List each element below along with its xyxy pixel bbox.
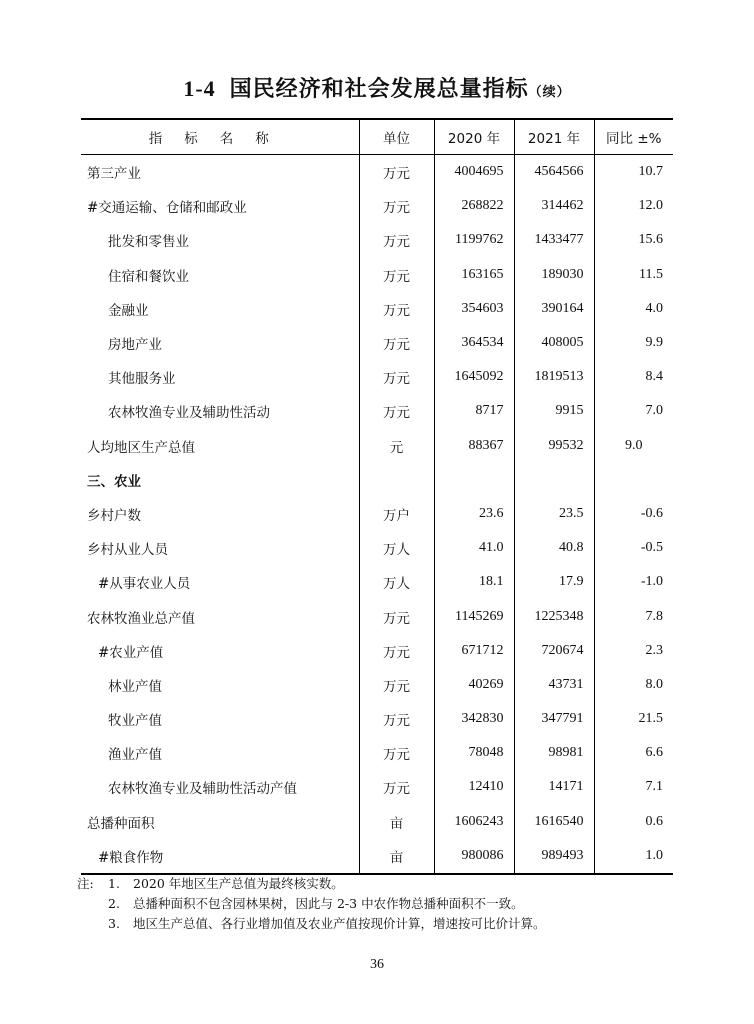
row-unit: 万元 — [359, 770, 434, 804]
row-unit: 万元 — [359, 223, 434, 257]
table-row — [81, 565, 673, 599]
row-2021: 99532 — [514, 429, 594, 463]
row-unit: 万人 — [359, 531, 434, 565]
row-unit: 万元 — [359, 599, 434, 633]
row-unit: 万元 — [359, 360, 434, 394]
row-2021: 40.8 — [514, 531, 594, 565]
row-unit — [359, 463, 434, 497]
row-2020: 40269 — [434, 668, 514, 702]
row-change: 4.0 — [594, 292, 673, 326]
table-row — [81, 668, 673, 702]
row-change: 6.6 — [594, 736, 673, 770]
row-change: 12.0 — [594, 189, 673, 223]
table-row — [81, 155, 673, 190]
table-row — [81, 360, 673, 394]
row-change: -1.0 — [594, 565, 673, 599]
row-2020: 354603 — [434, 292, 514, 326]
row-name: 农林牧渔业总产值 — [87, 610, 195, 627]
row-change: 9.9 — [594, 326, 673, 360]
row-2020: 1606243 — [434, 805, 514, 839]
table-row — [81, 736, 673, 770]
table-row — [81, 394, 673, 428]
indicator-table — [81, 118, 673, 875]
row-name: 农林牧渔专业及辅助性活动 — [108, 405, 270, 422]
row-2021: 1819513 — [514, 360, 594, 394]
header-change: 同比 ±% — [594, 119, 673, 155]
row-2020: 4004695 — [434, 155, 514, 190]
row-2020 — [434, 463, 514, 497]
section-row — [81, 463, 673, 497]
row-2021: 4564566 — [514, 155, 594, 190]
row-2021 — [514, 463, 594, 497]
row-change: 0.6 — [594, 805, 673, 839]
row-2021: 9915 — [514, 394, 594, 428]
row-name: 批发和零售业 — [108, 234, 189, 251]
row-2020: 268822 — [434, 189, 514, 223]
row-2020: 8717 — [434, 394, 514, 428]
row-name: 人均地区生产总值 — [87, 439, 195, 456]
row-unit: 万元 — [359, 326, 434, 360]
row-2021: 17.9 — [514, 565, 594, 599]
row-2021: 989493 — [514, 839, 594, 874]
table-row — [81, 223, 673, 257]
row-name: #农业产值 — [98, 644, 164, 661]
row-change: 10.7 — [594, 155, 673, 190]
row-name: 房地产业 — [108, 337, 162, 354]
row-2020: 78048 — [434, 736, 514, 770]
row-unit: 万户 — [359, 497, 434, 531]
row-name: 金融业 — [108, 302, 149, 319]
table-row — [81, 292, 673, 326]
row-2021: 1225348 — [514, 599, 594, 633]
row-2021: 720674 — [514, 634, 594, 668]
table-row — [81, 770, 673, 804]
note-text: 总播种面积不包含园林果树，因此与 2-3 中农作物总播种面积不一致。 — [133, 896, 524, 911]
row-unit: 万元 — [359, 292, 434, 326]
table-row — [81, 839, 673, 874]
section-title: 三、农业 — [87, 473, 141, 490]
row-2020: 364534 — [434, 326, 514, 360]
header-2020: 2020 年 — [434, 119, 514, 155]
notes-label: 注: — [77, 876, 94, 891]
row-unit: 万元 — [359, 155, 434, 190]
row-change: -0.5 — [594, 531, 673, 565]
table-row — [81, 531, 673, 565]
row-2021: 1616540 — [514, 805, 594, 839]
row-change: 9.0 — [594, 429, 673, 463]
row-unit: 万人 — [359, 565, 434, 599]
row-2021: 23.5 — [514, 497, 594, 531]
row-2021: 14171 — [514, 770, 594, 804]
row-change: 11.5 — [594, 258, 673, 292]
row-change: 7.8 — [594, 599, 673, 633]
row-change: 8.4 — [594, 360, 673, 394]
row-name: 林业产值 — [108, 678, 162, 695]
row-name: #交通运输、仓储和邮政业 — [87, 200, 247, 217]
row-name: 总播种面积 — [87, 815, 155, 832]
row-2020: 671712 — [434, 634, 514, 668]
row-2020: 18.1 — [434, 565, 514, 599]
row-2020: 88367 — [434, 429, 514, 463]
row-unit: 亩 — [359, 805, 434, 839]
row-2021: 408005 — [514, 326, 594, 360]
table-row — [81, 702, 673, 736]
row-name: #粮食作物 — [81, 839, 359, 874]
row-2020: 1199762 — [434, 223, 514, 257]
row-unit: 万元 — [359, 189, 434, 223]
row-2021: 189030 — [514, 258, 594, 292]
table-row — [81, 429, 673, 463]
row-2020: 41.0 — [434, 531, 514, 565]
row-name: #从事农业人员 — [98, 576, 191, 593]
table-number: 1-4 — [183, 76, 216, 101]
table-row — [81, 599, 673, 633]
page-number: 36 — [370, 957, 384, 972]
note-number: 2. — [108, 896, 120, 911]
row-name: 农林牧渔专业及辅助性活动产值 — [108, 781, 297, 798]
row-2020: 12410 — [434, 770, 514, 804]
row-change: 7.0 — [594, 394, 673, 428]
row-change — [594, 463, 673, 497]
row-change: 1.0 — [594, 839, 673, 874]
row-name: 牧业产值 — [108, 713, 162, 730]
row-name: 其他服务业 — [108, 371, 176, 388]
table-row — [81, 258, 673, 292]
row-unit: 万元 — [359, 258, 434, 292]
row-change: 15.6 — [594, 223, 673, 257]
row-name: 第三产业 — [87, 166, 141, 183]
row-2021: 347791 — [514, 702, 594, 736]
header-2021: 2021 年 — [514, 119, 594, 155]
table-header-row — [81, 119, 673, 155]
row-2021: 43731 — [514, 668, 594, 702]
row-name: 渔业产值 — [108, 747, 162, 764]
table-row — [81, 497, 673, 531]
row-unit: 万元 — [359, 736, 434, 770]
row-2020: 1145269 — [434, 599, 514, 633]
row-2020: 23.6 — [434, 497, 514, 531]
note-text: 地区生产总值、各行业增加值及农业产值按现价计算，增速按可比价计算。 — [133, 916, 546, 931]
note-item — [77, 874, 546, 894]
row-name: 乡村户数 — [87, 507, 141, 524]
row-change: -0.6 — [594, 497, 673, 531]
table-row — [81, 326, 673, 360]
note-text: 2020 年地区生产总值为最终核实数。 — [133, 876, 344, 891]
table-row — [81, 634, 673, 668]
row-name: 住宿和餐饮业 — [108, 268, 189, 285]
row-2021: 98981 — [514, 736, 594, 770]
row-2020: 1645092 — [434, 360, 514, 394]
table-row — [81, 805, 673, 839]
note-item — [77, 914, 546, 934]
row-2020: 342830 — [434, 702, 514, 736]
page-title — [0, 72, 754, 103]
row-unit: 元 — [359, 429, 434, 463]
row-unit: 万元 — [359, 668, 434, 702]
row-change: 8.0 — [594, 668, 673, 702]
row-unit: 亩 — [359, 839, 434, 874]
row-unit: 万元 — [359, 394, 434, 428]
table-notes — [77, 874, 546, 934]
row-name: 乡村从业人员 — [87, 542, 168, 559]
row-unit: 万元 — [359, 634, 434, 668]
row-2021: 390164 — [514, 292, 594, 326]
row-2020: 163165 — [434, 258, 514, 292]
header-unit: 单位 — [359, 119, 434, 155]
row-change: 2.3 — [594, 634, 673, 668]
note-item — [77, 894, 546, 914]
row-change: 7.1 — [594, 770, 673, 804]
row-2021: 314462 — [514, 189, 594, 223]
row-change: 21.5 — [594, 702, 673, 736]
note-number: 1. — [108, 876, 120, 891]
row-unit: 万元 — [359, 702, 434, 736]
table-row — [81, 189, 673, 223]
row-2020: 980086 — [434, 839, 514, 874]
note-number: 3. — [108, 916, 120, 931]
table-title-text: 国民经济和社会发展总量指标 — [229, 76, 529, 102]
table-title-suffix: （续） — [528, 85, 571, 100]
row-2021: 1433477 — [514, 223, 594, 257]
header-indicator-name: 指标名称 — [81, 119, 359, 155]
